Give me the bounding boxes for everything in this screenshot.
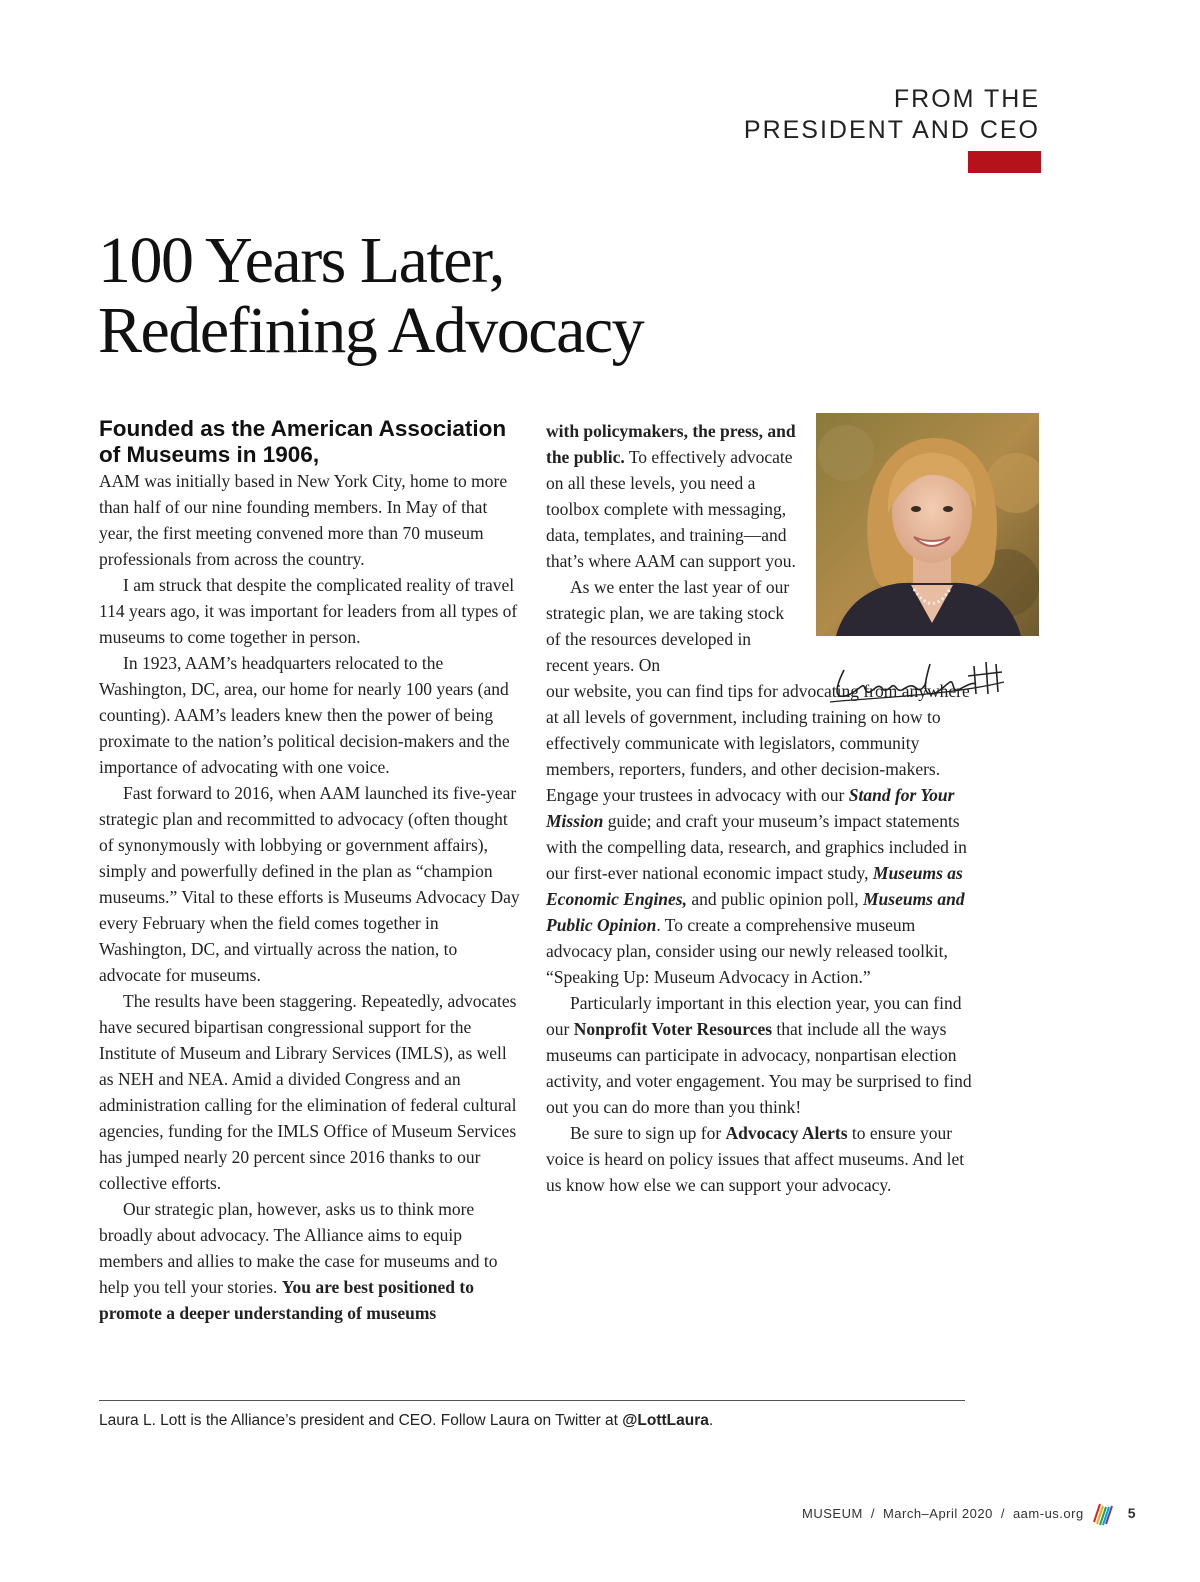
publication-title-economic-engines: Museums as Economic Engines, [546,863,963,909]
page-number: 5 [1127,1505,1136,1521]
kicker-line-2: PRESIDENT AND CEO [743,116,1040,144]
paragraph: I am struck that despite the complicated reality of travel 114 years ago, it was important for leaders from all types of museums to come together in person. [99,575,518,647]
paragraph [546,990,976,1120]
paragraph-text: guide; and craft your museum’s impact statements with the compelling data, research, and graphics included in our first-ever national economic impact study, [546,811,967,883]
paragraph [546,418,796,574]
paragraph-text: . To create a comprehensive museum advocacy plan, consider using our newly released toolkit, “Speaking Up: Museum Advocacy in Action.” [546,915,948,987]
emphasis-text: with policymakers, the press, and the public. [546,421,796,467]
paragraph [546,574,796,678]
emphasis-text: You are best positioned to promote a deeper understanding of museums [99,1277,474,1323]
folio-issue: March–April 2020 [882,1505,993,1521]
bio-text: Laura L. Lott is the Alliance’s president and CEO. Follow Laura on Twitter at [99,1412,623,1429]
paragraph-text: Be sure to sign up for [570,1123,726,1143]
folio-separator: / [1000,1505,1005,1521]
lead-paragraph [99,416,523,572]
left-column [99,416,523,1326]
paragraph-text: Particularly important in this election year, you can find our [546,993,962,1039]
footer-divider [99,1400,965,1401]
title-line-2: Redefining Advocacy [98,294,644,367]
right-column [546,418,976,1198]
paragraph-text: As we enter the last year of our strategic plan, we are taking stock of the resources developed in recent years. On [546,577,790,675]
paragraph: In 1923, AAM’s headquarters relocated to the Washington, DC, area, our home for nearly 100 years (and counting). AAM’s leaders knew then the power of being proximate to the nation’s political decision-makers and the importance of advocating with one voice. [99,653,510,777]
publication-title-stand-for-your-mission: Stand for Your Mission [546,785,955,831]
kicker-line-1: FROM THE [893,85,1040,113]
article-title [98,226,798,366]
paragraph: Fast forward to 2016, when AAM launched its five-year strategic plan and recommitted to advocacy (often thought of synonymously with lobbying or government affairs), simply and powerfully defined in the plan as “champion museums.” Vital to these efforts is Museums Advocacy Day every February when the field comes together in Washington, DC, and virtually across the nation, to advocate for museums. [99,783,520,985]
paragraph-continued [546,678,976,990]
paragraph [546,1120,976,1198]
bio-end: . [708,1412,714,1429]
resource-name-voter-resources: Nonprofit Voter Resources [573,1019,773,1039]
publication-title-public-opinion: Museums and Public Opinion [546,889,965,935]
paragraph-text: to ensure your voice is heard on policy issues that affect museums. And let us know how else we can support your advocacy. [546,1123,965,1195]
lead-heading: Founded as the American Association of Museums in 1906, [99,416,507,467]
twitter-handle: @LottLaura [622,1412,709,1429]
folio-separator: / [870,1505,875,1521]
lead-text: AAM was initially based in New York City, home to more than half of our nine founding members. In May of that year, the first meeting convened more than 70 museum professionals from across the country. [99,471,508,569]
paragraph-text: Our strategic plan, however, asks us to think more broadly about advocacy. The Alliance aims to equip members and allies to make the case for museums and to help you tell your stories. [99,1199,498,1297]
kicker-accent-bar [968,151,1041,173]
resource-name-advocacy-alerts: Advocacy Alerts [725,1123,848,1143]
paragraph-text: that include all the ways museums can participate in advocacy, nonpartisan election activity, and voter engagement. You may be surprised to find out you can do more than you think! [546,1019,972,1117]
paragraph: The results have been staggering. Repeatedly, advocates have secured bipartisan congressional support for the Institute of Museum and Library Services (IMLS), as well as NEH and NEA. Amid a divided Congress and an administration calling for the elimination of federal cultural agencies, funding for the IMLS Office of Museum Services has jumped nearly 20 percent since 2016 thanks to our collective efforts. [99,991,517,1193]
page-folio [802,1500,1136,1526]
author-bio [99,1412,713,1430]
aam-stripes-logo-icon [1092,1500,1114,1526]
title-line-1: 100 Years Later, [98,224,504,297]
folio-magazine: MUSEUM [802,1505,863,1521]
paragraph-text: To effectively advocate on all these levels, you need a toolbox complete with messaging, data, templates, and training—and that’s where AAM can support you. [546,447,796,571]
paragraph-text: and public opinion poll, [687,889,863,909]
folio-site: aam-us.org [1012,1505,1084,1521]
paragraph [99,1196,523,1326]
paragraph-text: our website, you can find tips for advocating from anywhere at all levels of government, including training on how to effectively communicate with legislators, community members, reporters, funders, and other decision-makers. Engage your trustees in advocacy with our [546,681,970,805]
section-kicker [744,84,1040,146]
